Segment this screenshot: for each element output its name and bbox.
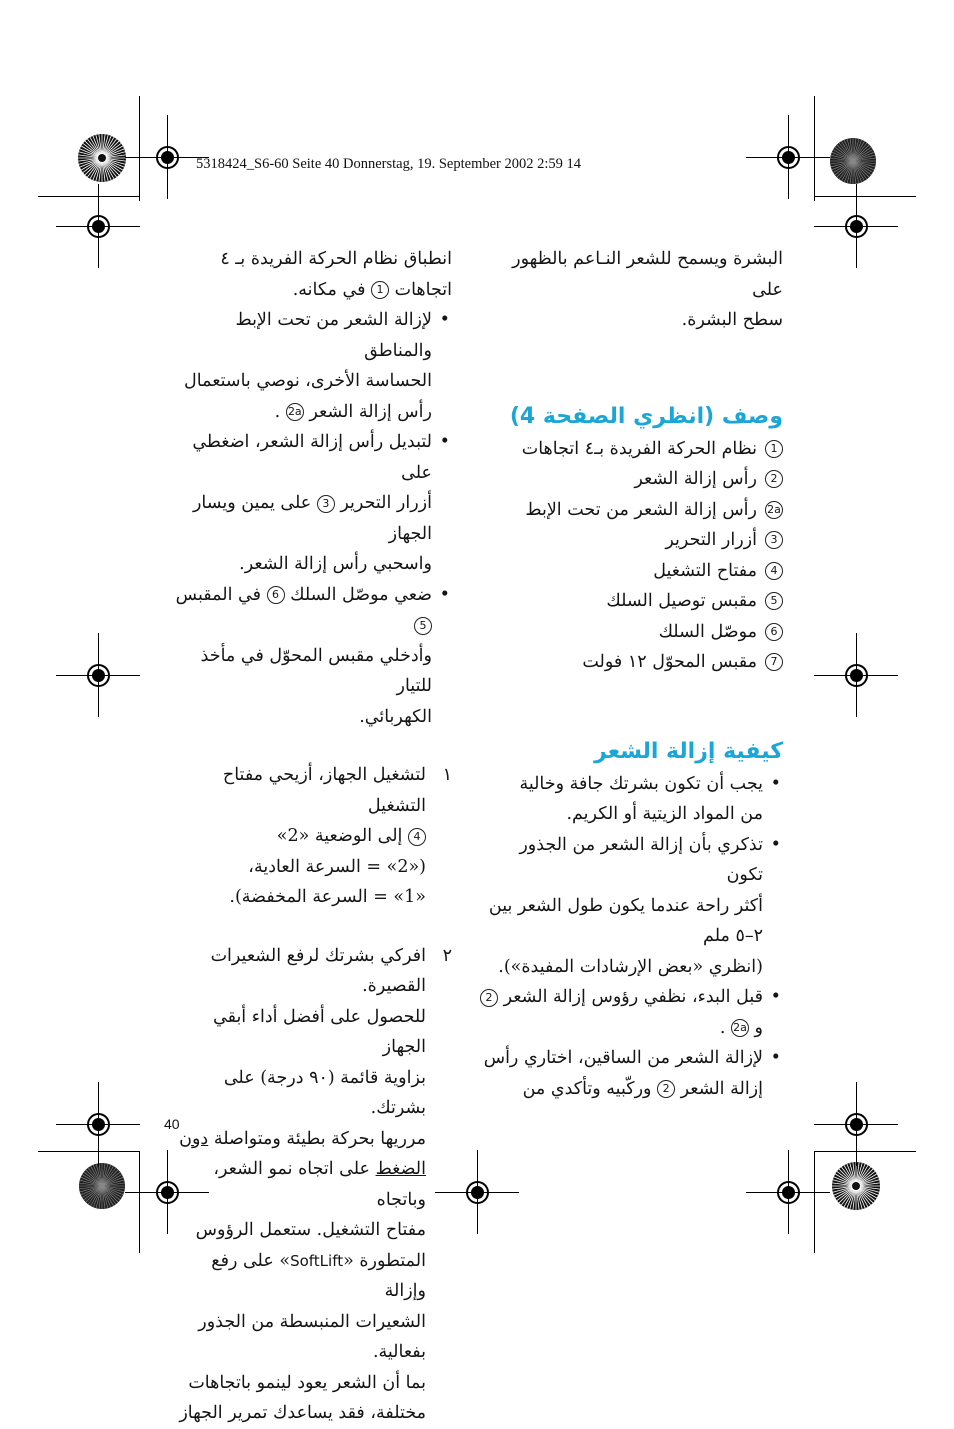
trim-line [814,196,916,197]
part-2a-marker: 2a [286,403,304,421]
part-marker: 7 [765,653,783,671]
trim-line [38,196,140,197]
part-label: موصّل السلك [658,621,757,642]
part-marker: 4 [765,562,783,580]
bullet-clean-heads: • قبل البدء، نظفي رؤوس إزالة الشعر 2 و 2a . [480,982,783,1043]
bullet-connect-cord: • ضعي موصّل السلك 6 في المقبس 5 وأدخلي مقبس المحوّل في مأخذ للتيار الكهربائي. [175,584,450,727]
part-item [480,464,783,495]
part-item [480,617,783,648]
part-item [480,647,783,678]
part-label: نظام الحركة الفريدة بـ٤ اتجاهات [521,438,757,459]
part-label: مقبس المحوّل ١٢ فولت [582,652,757,672]
page-number: 40 [164,1116,180,1132]
part-marker: 3 [765,531,783,549]
trim-line [38,1151,140,1152]
step-2: ٢ افركي بشرتك لرفع الشعيرات القصيرة. للحصول على أفضل أداء أبقي الجهاز بزاوية قائمة (٩٠ درجة) على بشرتك. مرريها بحركة بطيئة ومتواصلة دون الضغط على اتجاه نمو الشعر، وباتجاه مفتاح التشغيل. ستعمل الرؤوس المتطورة «SoftLift» على رفع وإزالة الشعيرات المنبسطة من الجذور بفعالية. بما أن الشعر يعود لينمو باتجاهات مختلفة، فقد يساعدك تمرير الجهاز [179,945,452,1423]
part-item [480,434,783,465]
right-column [480,244,783,1104]
part-marker: 5 [765,592,783,610]
part-1-marker: 1 [371,281,389,299]
part-label: رأس إزالة الشعر [634,469,757,489]
part-item [480,495,783,526]
part-6-marker: 6 [267,586,285,604]
bullet-change-head: • لتبديل رأس إزالة الشعر، اضغطي على أزرار التحرير 3 على يمين ويسار الجهاز واسحبي رأس إزالة الشعر. [192,432,450,574]
sunburst-mark [78,1162,126,1210]
part-3-marker: 3 [317,495,335,513]
left-column [170,244,452,1429]
bullet-legs: • لإزالة الشعر من الساقين، اختاري رأس إزالة الشعر 2 وركّبيه وتأكدي من [483,1048,781,1099]
part-5-marker: 5 [414,617,432,635]
part-label: مفتاح التشغيل [653,560,757,581]
continuation-line: انطباق نظام الحركة الفريدة بـ ٤ [220,249,452,269]
part-label: أزرار التحرير [665,530,757,550]
trim-line [139,96,140,201]
trim-line [814,96,815,201]
part-item [480,556,783,587]
bullet-hair-length: • تذكري بأن إزالة الشعر من الجذور تكون أكثر راحة عندما يكون طول الشعر بين ٢–٥ ملم (انظري «بعض الإرشادات المفيدة»). [488,834,781,977]
part-4-marker: 4 [408,828,426,846]
part-2-marker: 2 [657,1080,675,1098]
part-marker: 2a [765,501,783,519]
part-label: رأس إزالة الشعر من تحت الإبط [525,499,757,520]
bullet-dry-skin: • يجب أن تكون بشرتك جافة وخالية من المواد الزيتية أو الكريم. [519,773,781,824]
bullet-underarm: • لإزالة الشعر من تحت الإبط والمناطق الحساسة الأخرى، نوصي باستعمال رأس إزالة الشعر 2a . [184,310,450,422]
part-item [480,525,783,556]
part-marker: 2 [765,470,783,488]
how-heading: كيفية إزالة الشعر [594,738,783,764]
part-2-marker: 2 [480,989,498,1007]
trim-line [139,1151,140,1253]
description-heading: وصف (انظري الصفحة 4) [509,403,783,429]
intro-line: البشرة ويسمح للشعر النـاعم بالظهور على [512,249,783,300]
part-label: مقبس توصيل السلك [606,591,757,611]
sunburst-mark [77,133,127,183]
sunburst-mark [831,1161,881,1211]
print-header: 5318424_S6-60 Seite 40 Donnerstag, 19. September 2002 2:59 14 [196,156,582,172]
trim-line [814,1151,916,1152]
trim-line [814,1151,815,1253]
parts-list [480,434,783,678]
step-1: ١ لتشغيل الجهاز، أزيحي مفتاح التشغيل 4 إلى الوضعية «2» («2» = السرعة العادية، «1» = السرعة المخفضة). [222,765,452,907]
intro-line: سطح البشرة. [681,310,783,330]
part-2a-marker: 2a [731,1019,749,1037]
part-item [480,586,783,617]
part-marker: 6 [765,623,783,641]
part-marker: 1 [765,440,783,458]
sunburst-mark [829,137,877,185]
continuation-line: اتجاهات 1 في مكانه. [292,279,452,300]
